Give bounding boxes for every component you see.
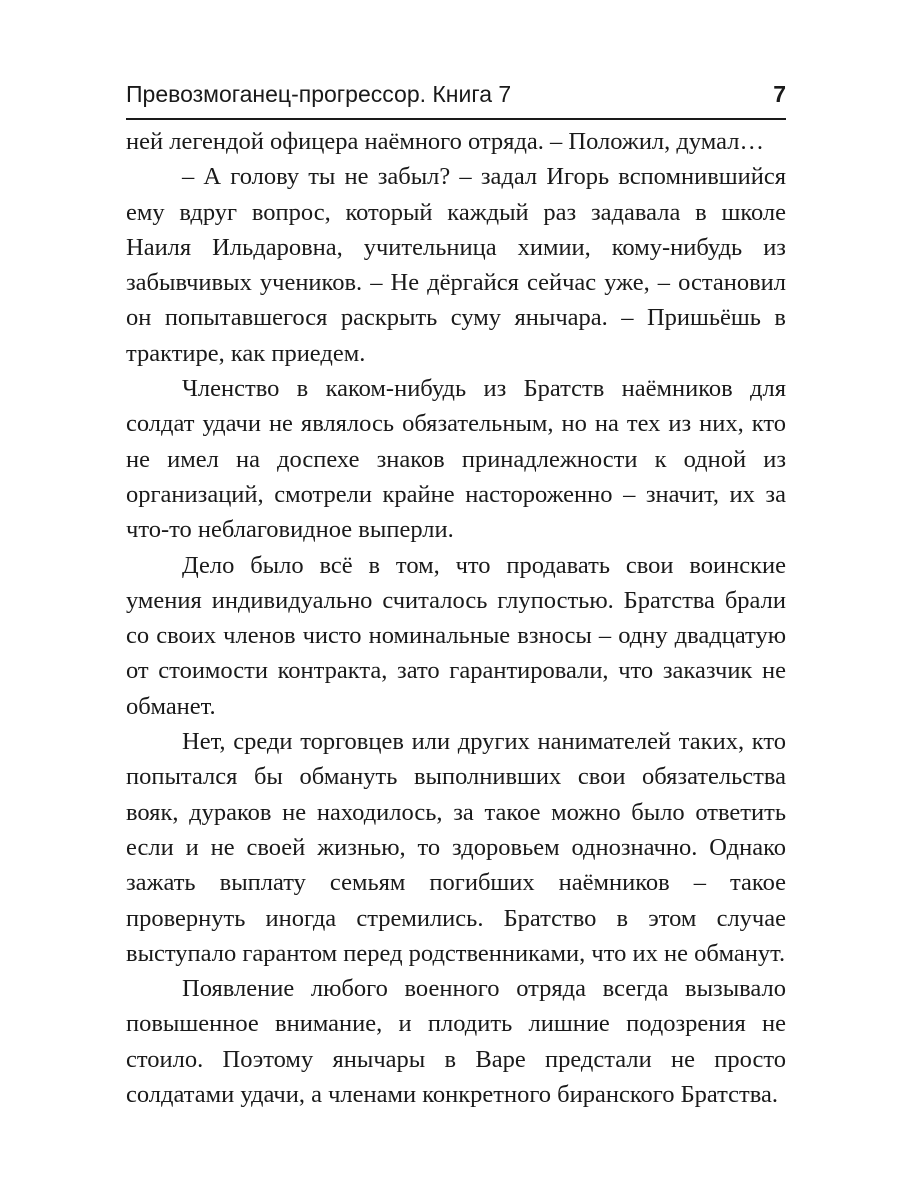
paragraph-2: – А голову ты не забыл? – задал Игорь вспомнившийся ему вдруг вопрос, который каждый раз задавала в школе Наиля Ильдаровна, учительница химии, кому-нибудь из забывчивых учеников. – Не дёргайся сейчас уже, – остановил он попытавшегося раскрыть суму янычара. – Пришьёшь в трактире, как приедем. bbox=[126, 163, 786, 367]
page-number: 7 bbox=[773, 81, 786, 107]
paragraph-3: Членство в каком-нибудь из Братств наёмников для солдат удачи не являлось обязательным, но на тех из них, кто не имел на доспехе знаков принадлежности к одной из организаций, смотрели крайне настороженно – значит, их за что-то неблаговидное выперли. bbox=[126, 375, 786, 544]
paragraph-5: Нет, среди торговцев или других нанимателей таких, кто попытался бы обмануть выполнивших свои обязательства вояк, дураков не находилось, за такое можно было ответить если и не своей жизнью, то здоровьем однозначно. Однако зажать выплату семьям погибших наёмников – такое провернуть иногда стремились. Братство в этом случае выступало гарантом перед родственниками, что их не обманут. bbox=[126, 728, 786, 967]
book-title: Превозмоганец-прогрессор. Книга 7 bbox=[126, 81, 512, 107]
running-head bbox=[126, 76, 786, 112]
header-rule bbox=[126, 118, 786, 120]
body-text bbox=[126, 124, 786, 1112]
paragraph-4: Дело было всё в том, что продавать свои воинские умения индивидуально считалось глупостью. Братства брали со своих членов чисто номинальные взносы – одну двадцатую от стоимости контракта, зато гарантировали, что заказчик не обманет. bbox=[126, 551, 786, 720]
paragraph-6: Появление любого военного отряда всегда вызывало повышенное внимание, и плодить лишние подозрения не стоило. Поэтому янычары в Варе предстали не просто солдатами удачи, а членами конкретного биранского Братства. bbox=[126, 975, 786, 1109]
paragraph-1: ней легендой офицера наёмного отряда. – Положил, думал… bbox=[126, 128, 764, 155]
